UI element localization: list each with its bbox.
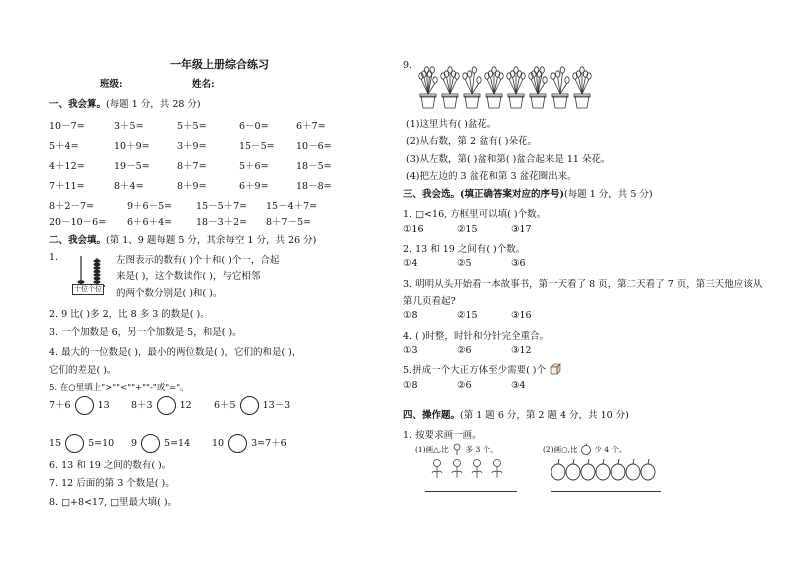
- q8-text: 8. □+8<17, □里最大填( )。: [49, 497, 178, 508]
- compare-item: [214, 396, 290, 415]
- section3-title: 三、我会选。: [403, 189, 461, 200]
- compare-right: 13: [97, 400, 110, 411]
- s3-q2-options: [403, 258, 565, 269]
- compare-right: 3=7＋6: [251, 438, 287, 449]
- option[interactable]: ③6: [511, 258, 526, 269]
- compare-item: [49, 434, 114, 453]
- option[interactable]: ③17: [511, 224, 532, 235]
- section1-title: 一、我会算。: [49, 99, 107, 110]
- option[interactable]: ①8: [403, 380, 418, 391]
- answer-circle[interactable]: [228, 434, 247, 453]
- q2-text: 2. 9 比( )多 2，比 8 多 3 的数是( )。: [49, 309, 210, 320]
- calc-item: 6＋6＋4=: [127, 217, 173, 228]
- compare-item: [131, 434, 190, 453]
- s4-sub1: [415, 443, 498, 457]
- s3-q1: 1. □<16, 方框里可以填( )个数。: [403, 209, 547, 220]
- section4-note: (第 1 题 6 分，第 2 题 4 分，共 10 分): [460, 410, 629, 421]
- q9-line2: (2)从右数，第 2 盆有( )朵花。: [406, 136, 537, 147]
- compare-left: 8＋3: [131, 400, 153, 411]
- compare-left: 6＋5: [214, 400, 236, 411]
- calc-item: 20－10－6=: [49, 217, 107, 228]
- calc-item: 9＋6－5=: [127, 201, 173, 212]
- calc-item: 8＋2－7=: [49, 201, 95, 212]
- s4-sub1-text: (1)画△,比: [415, 445, 449, 454]
- section3-heading: [403, 186, 653, 200]
- calc-item: 19－5=: [114, 161, 150, 172]
- s4-sub1-text2: 多 3 个。: [465, 445, 498, 454]
- section4-title: 四、操作题。: [403, 410, 461, 421]
- answer-line-1[interactable]: [425, 491, 517, 492]
- option[interactable]: ①8: [403, 310, 418, 321]
- section2-heading: [49, 232, 316, 246]
- option[interactable]: ②5: [457, 258, 472, 269]
- section1-heading: [49, 96, 201, 110]
- calc-item: 3＋5=: [114, 121, 144, 132]
- s3-q2: 2. 13 和 19 之间有( )个数。: [403, 244, 526, 255]
- section2-title: 二、我会填。: [49, 235, 107, 246]
- s3-q5-options: [403, 380, 565, 391]
- s3-q3-line2: 第几页看起?: [403, 296, 456, 307]
- calc-item: 6＋7=: [296, 121, 326, 132]
- calc-item: 7＋11=: [49, 181, 85, 192]
- calc-item: 10－7=: [49, 121, 85, 132]
- option[interactable]: ②15: [457, 310, 478, 321]
- calc-item: 8＋4=: [114, 181, 144, 192]
- page-title: 一年级上册综合练习: [170, 58, 269, 71]
- q1-line2: 来是( )，这个数读作( )，与它相邻: [116, 271, 261, 282]
- calc-item: 6－0=: [239, 121, 269, 132]
- abacus-label: 十位个位: [74, 285, 102, 293]
- compare-item: [212, 434, 287, 453]
- section1-note: (每题 1 分，共 28 分): [106, 99, 201, 110]
- answer-circle[interactable]: [240, 396, 259, 415]
- answer-line-2[interactable]: [551, 491, 661, 492]
- answer-circle[interactable]: [75, 396, 94, 415]
- s3-q4-options: [403, 345, 565, 356]
- option[interactable]: ②6: [457, 380, 472, 391]
- compare-item: [49, 396, 110, 415]
- compare-item: [131, 396, 192, 415]
- apples-row: [551, 458, 656, 482]
- section4-heading: [403, 407, 629, 421]
- option[interactable]: ①3: [403, 345, 418, 356]
- q4-line1: 4. 最大的一位数是( )，最小的两位数是( )，它们的和是( )，: [49, 347, 302, 358]
- section2-note: (第 1、9 题每题 5 分，其余每空 1 分，共 26 分): [106, 235, 317, 246]
- calc-item: 4＋12=: [49, 161, 85, 172]
- calc-item: 15－4＋7=: [266, 201, 318, 212]
- s4-sub2: [543, 443, 626, 457]
- answer-circle[interactable]: [65, 434, 84, 453]
- compare-left: 10: [212, 438, 225, 449]
- answer-circle[interactable]: [157, 396, 176, 415]
- s4-sub2-text2: 少 4 个。: [594, 445, 627, 454]
- calc-item: 5＋5=: [177, 121, 207, 132]
- s3-q3-options: [403, 310, 565, 321]
- compare-left: 9: [131, 438, 138, 449]
- s3-q5-text: 5.拼成一个大正方体至少需要( )个: [403, 365, 546, 376]
- q5-instruction: 5. 在○里填上">""<""+""-"或"="。: [49, 383, 189, 393]
- compare-left: 15: [49, 438, 62, 449]
- section3-note: (每题 1 分，共 5 分): [564, 189, 653, 200]
- option[interactable]: ③16: [511, 310, 532, 321]
- compare-right: 13－3: [262, 400, 291, 411]
- calc-item: 8＋7－5=: [266, 217, 312, 228]
- class-label: 班级:: [100, 79, 123, 90]
- calc-item: 10＋9=: [114, 141, 150, 152]
- calc-item: 15－5=: [239, 141, 275, 152]
- q4-line2: 它们的差是( )。: [49, 365, 117, 376]
- calc-item: 18－3＋2=: [196, 217, 248, 228]
- section3-subtitle: (填正确答案对应的序号): [460, 189, 565, 200]
- option[interactable]: ③12: [511, 345, 532, 356]
- q3-text: 3. 一个加数是 6，另一个加数是 5，和是( )。: [49, 327, 242, 338]
- flower-pots: [415, 64, 595, 110]
- calc-item: 18－8=: [296, 181, 332, 192]
- calc-item: 5＋6=: [239, 161, 269, 172]
- abacus-icon: [72, 254, 108, 296]
- compare-right: 5=14: [164, 438, 191, 449]
- option[interactable]: ②6: [457, 345, 472, 356]
- s3-q1-options: [403, 224, 565, 235]
- s3-q4: 4. ( )时整，时针和分针完全重合。: [403, 331, 550, 342]
- option[interactable]: ①4: [403, 258, 418, 269]
- q9-line3: (3)从左数，第( )盆和第( )盆合起来是 11 朵花。: [406, 154, 611, 165]
- calc-item: 8＋9=: [177, 181, 207, 192]
- q9-line4: (4)把左边的 3 盆花和第 3 盆花圈出来。: [406, 171, 577, 182]
- flower-icon: [451, 448, 463, 457]
- q1-number: 1.: [49, 252, 59, 263]
- calc-item: 6＋9=: [239, 181, 269, 192]
- q9-line1: (1)这里共有( )盆花。: [406, 119, 497, 130]
- q6-text: 6. 13 和 19 之间的数有( )。: [49, 460, 172, 471]
- calc-item: 15－5＋7=: [196, 201, 248, 212]
- calc-item: 5＋4=: [49, 141, 79, 152]
- compare-right: 5=10: [88, 438, 115, 449]
- q1-line3: 的两个数分别是( )和( )。: [116, 288, 223, 299]
- flowers-row: [431, 458, 521, 480]
- q7-text: 7. 12 后面的第 3 个数是( )。: [49, 478, 175, 489]
- s3-q3-line1: 3. 明明从头开始看一本故事书，第一天看了 8 页，第二天看了 7 页，第三天他应该从: [403, 279, 763, 290]
- option[interactable]: ②15: [457, 224, 478, 235]
- compare-right: 12: [179, 400, 192, 411]
- compare-left: 7＋6: [49, 400, 71, 411]
- name-label: 姓名:: [192, 79, 215, 90]
- q1-line1: 左图表示的数有( )个十和( )个一，合起: [116, 255, 280, 266]
- s4-sub2-text: (2)画○,比: [543, 445, 578, 454]
- calc-item: 10－6=: [296, 141, 332, 152]
- s3-q5: [403, 362, 562, 379]
- calc-item: 3＋9=: [177, 141, 207, 152]
- q9-number: 9.: [403, 60, 413, 71]
- calc-item: 8＋7=: [177, 161, 207, 172]
- answer-circle[interactable]: [141, 434, 160, 453]
- apple-icon: [580, 448, 592, 457]
- s4-q1: 1. 按要求画一画。: [403, 430, 482, 441]
- option[interactable]: ③4: [511, 380, 526, 391]
- calc-item: 18－5=: [296, 161, 332, 172]
- cube-icon: [549, 363, 562, 379]
- option[interactable]: ①16: [403, 224, 424, 235]
